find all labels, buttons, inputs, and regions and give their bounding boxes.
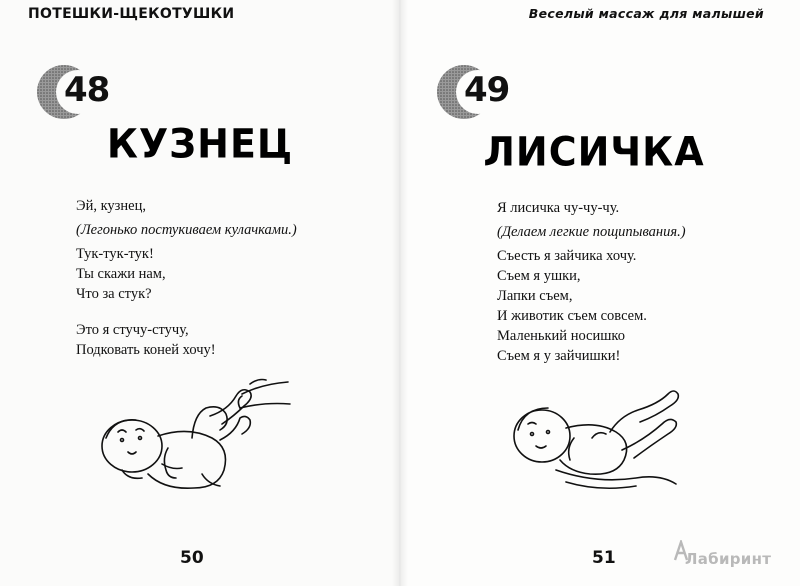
baby-massage-illustration (504, 378, 704, 498)
right-page (400, 0, 800, 586)
poem-line: Подковать коней хочу! (76, 342, 216, 358)
poem-line: Я лисичка чу-чу-чу. (497, 200, 620, 216)
page-number: 50 (180, 548, 204, 568)
poem-line: Маленький носишко (497, 328, 625, 344)
baby-massage-illustration (92, 374, 302, 504)
poem-line: Лапки съем, (497, 288, 573, 304)
poem-line: Это я стучу-стучу, (76, 322, 189, 338)
poem-line: Эй, кузнец, (76, 198, 146, 214)
stage-direction: (Делаем легкие пощипывания.) (497, 224, 686, 240)
poem-text (76, 196, 297, 360)
poem-line: Съесть я зайчика хочу. (497, 248, 637, 264)
poem-line: Съем я у зайчишки! (497, 348, 621, 364)
poem-line: Что за стук? (76, 286, 152, 302)
running-head: ПОТЕШКИ-ЩЕКОТУШКИ (28, 6, 235, 22)
stanza-gap (76, 304, 297, 320)
watermark: Лабиринт (685, 550, 772, 568)
poem-line: И животик съем совсем. (497, 308, 647, 324)
stage-direction: (Легонько постукиваем кулачками.) (76, 222, 297, 238)
poem-line: Тук-тук-тук! (76, 246, 154, 262)
page-number: 51 (592, 548, 616, 568)
rhyme-title: КУЗНЕЦ (106, 120, 294, 168)
poem-line: Ты скажи нам, (76, 266, 166, 282)
running-head: Веселый массаж для малышей (528, 6, 764, 21)
rhyme-number-badge (434, 62, 524, 122)
rhyme-number-badge (34, 62, 124, 122)
poem-text (497, 198, 686, 366)
rhyme-number: 49 (464, 70, 510, 110)
rhyme-number: 48 (64, 70, 110, 110)
book-gutter (392, 0, 408, 586)
poem-line: Съем я ушки, (497, 268, 581, 284)
rhyme-title: ЛИСИЧКА (483, 128, 705, 176)
